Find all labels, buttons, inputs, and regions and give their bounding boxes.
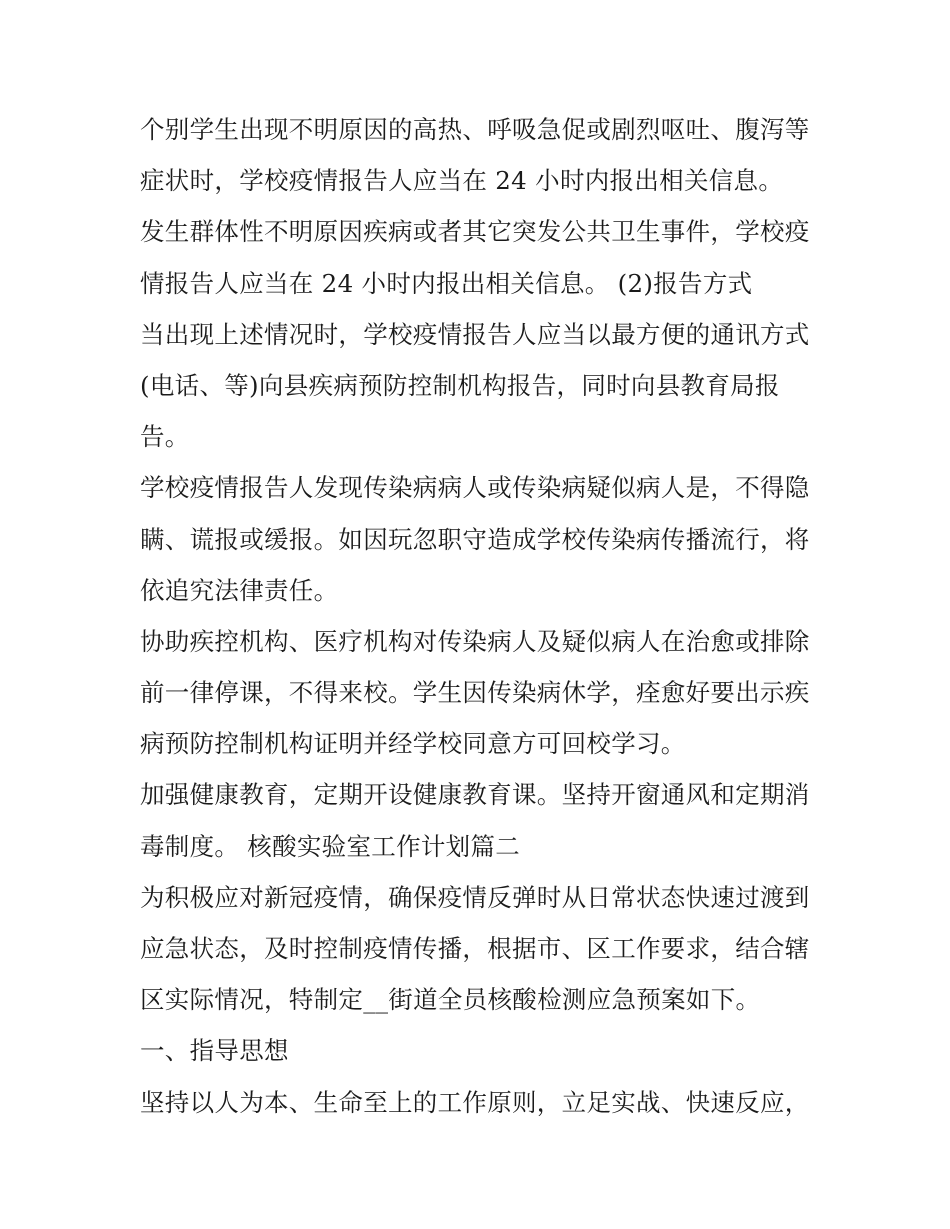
- document-body: [140, 104, 820, 1128]
- text-line: 情报告人应当在 24 小时内报出相关信息。 (2)报告方式: [140, 268, 753, 298]
- text-line: 协助疾控机构、医疗机构对传染病人及疑似病人在治愈或排除: [140, 626, 810, 656]
- text-line: 瞒、谎报或缓报。如因玩忽职守造成学校传染病传播流行，将: [140, 524, 810, 554]
- text-line: 应急状态，及时控制疫情传播，根据市、区工作要求，结合辖: [140, 934, 810, 963]
- text-line: 毒制度。 核酸实验室工作计划篇二: [140, 831, 521, 861]
- text-line: 个别学生出现不明原因的高热、呼吸急促或剧烈呕吐、腹泻等: [140, 115, 810, 144]
- text-line: 前一律停课，不得来校。学生因传染病休学，痊愈好要出示疾: [140, 678, 810, 708]
- text-line: 症状时，学校疫情报告人应当在 24 小时内报出相关信息。: [140, 166, 784, 196]
- text-line: 依追究法律责任。: [140, 575, 339, 605]
- text-line: 病预防控制机构证明并经学校同意方可回校学习。: [140, 729, 686, 759]
- text-line: 当出现上述情况时，学校疫情报告人应当以最方便的通讯方式: [140, 319, 810, 349]
- text-line: 坚持以人为本、生命至上的工作原则，立足实战、快速反应，: [140, 1087, 810, 1117]
- text-line: 学校疫情报告人发现传染病病人或传染病疑似病人是，不得隐: [140, 473, 810, 503]
- text-line: (电话、等)向县疾病预防控制机构报告，同时向县教育局报: [140, 370, 780, 400]
- text-line: 告。: [140, 422, 190, 452]
- text-line: 发生群体性不明原因疾病或者其它突发公共卫生事件，学校疫: [140, 217, 810, 247]
- text-line: 区实际情况，特制定__街道全员核酸检测应急预案如下。: [140, 985, 761, 1015]
- text-line: 加强健康教育，定期开设健康教育课。坚持开窗通风和定期消: [140, 780, 810, 810]
- text-line: 为积极应对新冠疫情，确保疫情反弹时从日常状态快速过渡到: [140, 882, 810, 912]
- section-heading: 一、指导思想: [140, 1036, 289, 1066]
